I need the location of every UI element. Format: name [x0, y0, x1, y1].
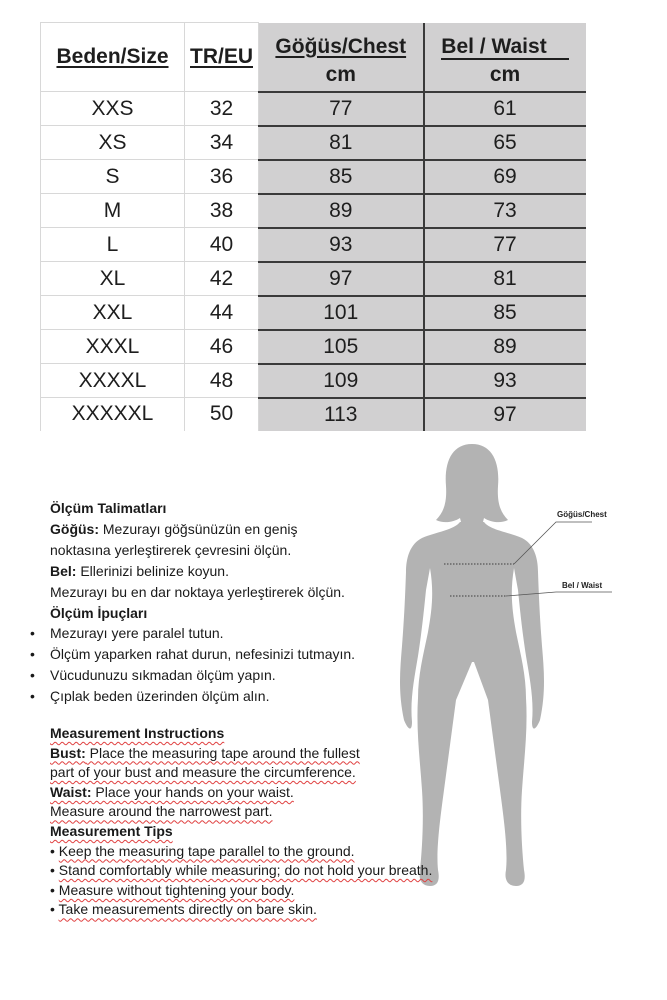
- en-tips-list: [50, 842, 432, 920]
- header-tr-eu: TR/EU: [185, 23, 259, 92]
- en-bust-text-1: Place the measuring tape around the fullest: [85, 744, 360, 761]
- tr-tip-item: [24, 665, 355, 686]
- cell-chest: 97: [259, 262, 424, 296]
- table-row: [41, 228, 586, 262]
- en-waist-text-1: Place your hands on your waist.: [91, 783, 294, 800]
- bullet-icon: •: [50, 901, 55, 918]
- cell-waist: 81: [424, 262, 586, 296]
- en-tip-item: [50, 900, 432, 920]
- bullet-icon: •: [30, 625, 35, 641]
- cell-tr-eu: 32: [185, 92, 259, 126]
- en-tip-item: [50, 842, 432, 862]
- cell-tr-eu: 44: [185, 296, 259, 330]
- bullet-icon: •: [50, 862, 55, 879]
- cell-size: M: [41, 194, 185, 228]
- en-tip-text: Take measurements directly on bare skin.: [58, 901, 317, 918]
- body-measurement-figure: [400, 430, 660, 910]
- table-row: [41, 160, 586, 194]
- cell-waist: 65: [424, 126, 586, 160]
- en-tip-item: [50, 881, 432, 901]
- tr-tip-item: [24, 686, 355, 707]
- en-tips-title: Measurement Tips: [50, 822, 173, 839]
- cell-waist: 61: [424, 92, 586, 126]
- header-chest-unit: cm: [259, 59, 424, 92]
- cell-size: XXS: [41, 92, 185, 126]
- table-row: [41, 194, 586, 228]
- cell-waist: 97: [424, 398, 586, 431]
- tr-instructions-title: Ölçüm Talimatları: [50, 500, 167, 516]
- cell-size: XXXXXL: [41, 398, 185, 431]
- cell-chest: 81: [259, 126, 424, 160]
- cell-waist: 85: [424, 296, 586, 330]
- cell-waist: 93: [424, 364, 586, 398]
- cell-waist: 89: [424, 330, 586, 364]
- cell-tr-eu: 36: [185, 160, 259, 194]
- tr-waist-label: Bel:: [50, 563, 77, 579]
- en-tip-text: Stand comfortably while measuring; do not hold your breath.: [58, 862, 433, 879]
- cell-tr-eu: 40: [185, 228, 259, 262]
- cell-chest: 77: [259, 92, 424, 126]
- en-tip-item: [50, 861, 432, 881]
- tr-chest-line-1: [50, 519, 345, 540]
- table-row: [41, 262, 586, 296]
- cell-size: XXXXL: [41, 364, 185, 398]
- cell-chest: 93: [259, 228, 424, 262]
- cell-chest: 113: [259, 398, 424, 431]
- cell-waist: 77: [424, 228, 586, 262]
- en-bust-label: Bust:: [50, 744, 86, 761]
- tr-tip-text: Ölçüm yaparken rahat durun, nefesinizi tutmayın.: [50, 646, 356, 662]
- cell-chest: 101: [259, 296, 424, 330]
- tr-tips-title: Ölçüm İpuçları: [50, 605, 148, 621]
- en-tip-text: Measure without tightening your body.: [58, 881, 295, 898]
- tr-waist-line-1: [50, 561, 345, 582]
- tr-tip-text: Çıplak beden üzerinden ölçüm alın.: [50, 688, 270, 704]
- cell-size: S: [41, 160, 185, 194]
- en-waist-label: Waist:: [50, 783, 92, 800]
- en-waist-line-1: [50, 783, 432, 803]
- figure-label-chest: Göğüs/Chest: [557, 510, 607, 519]
- tr-tip-item: [24, 623, 355, 644]
- table-row: [41, 126, 586, 160]
- cell-tr-eu: 50: [185, 398, 259, 431]
- table-row: [41, 330, 586, 364]
- table-row: [41, 296, 586, 330]
- cell-chest: 105: [259, 330, 424, 364]
- bullet-icon: •: [30, 688, 35, 704]
- bullet-icon: •: [30, 667, 35, 683]
- cell-waist: 69: [424, 160, 586, 194]
- en-tip-text: Keep the measuring tape parallel to the ground.: [58, 842, 355, 859]
- cell-size: L: [41, 228, 185, 262]
- header-waist: Bel / Waist: [424, 23, 586, 59]
- tr-tip-text: Mezurayı yere paralel tutun.: [50, 625, 224, 641]
- en-instructions: [50, 724, 432, 920]
- cell-tr-eu: 46: [185, 330, 259, 364]
- tr-instructions: [50, 498, 345, 624]
- table-row: [41, 398, 586, 431]
- cell-size: XXXL: [41, 330, 185, 364]
- en-bust-line-1: [50, 744, 432, 764]
- en-instructions-title: Measurement Instructions: [50, 725, 225, 741]
- female-silhouette-icon: [400, 430, 660, 910]
- tr-chest-label: Göğüs:: [50, 521, 99, 537]
- header-chest: Göğüs/Chest: [259, 23, 424, 59]
- en-waist-text-2: Measure around the narrowest part.: [50, 803, 273, 820]
- cell-tr-eu: 38: [185, 194, 259, 228]
- tr-chest-text-1: Mezurayı göğsünüzün en geniş: [99, 521, 298, 537]
- bullet-icon: •: [50, 881, 55, 898]
- cell-size: XS: [41, 126, 185, 160]
- cell-size: XL: [41, 262, 185, 296]
- cell-chest: 109: [259, 364, 424, 398]
- tr-waist-text-2: Mezurayı bu en dar noktaya yerleştirerek ölçün.: [50, 584, 345, 600]
- header-size: Beden/Size: [41, 23, 185, 92]
- header-waist-unit: cm: [424, 59, 586, 92]
- figure-label-waist: Bel / Waist: [562, 581, 603, 590]
- tr-tip-item: [24, 644, 355, 665]
- cell-tr-eu: 42: [185, 262, 259, 296]
- size-chart-table: [40, 22, 586, 431]
- cell-chest: 89: [259, 194, 424, 228]
- table-row: [41, 92, 586, 126]
- cell-tr-eu: 34: [185, 126, 259, 160]
- bullet-icon: •: [30, 646, 35, 662]
- bullet-icon: •: [50, 842, 55, 859]
- tr-tip-text: Vücudunuzu sıkmadan ölçüm yapın.: [50, 667, 276, 683]
- tr-chest-text-2: noktasına yerleştirerek çevresini ölçün.: [50, 542, 292, 558]
- cell-tr-eu: 48: [185, 364, 259, 398]
- cell-size: XXL: [41, 296, 185, 330]
- tr-waist-text-1: Ellerinizi belinize koyun.: [76, 563, 229, 579]
- tr-tips-list: [24, 623, 355, 707]
- cell-waist: 73: [424, 194, 586, 228]
- table-row: [41, 364, 586, 398]
- en-bust-text-2: part of your bust and measure the circumference.: [50, 764, 356, 781]
- cell-chest: 85: [259, 160, 424, 194]
